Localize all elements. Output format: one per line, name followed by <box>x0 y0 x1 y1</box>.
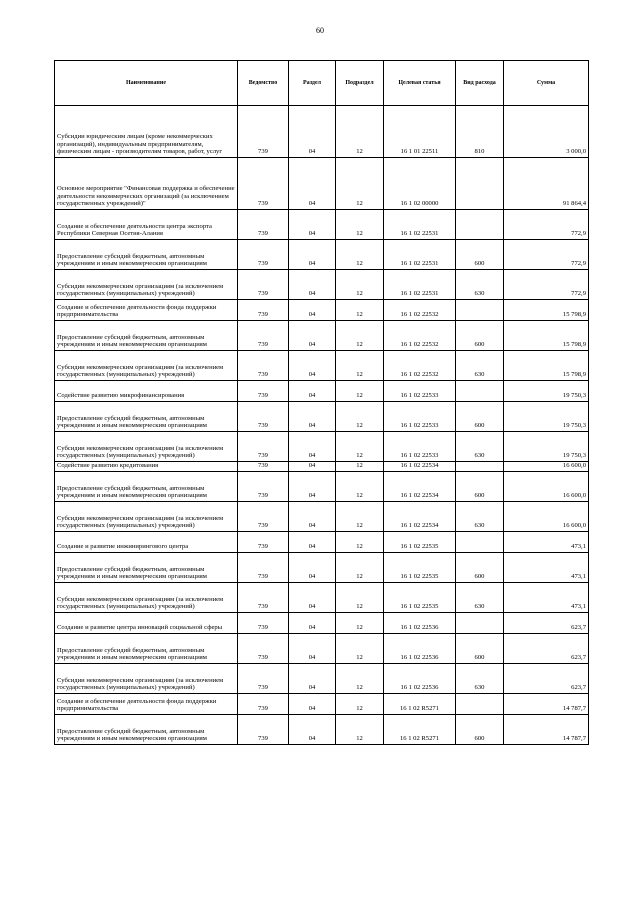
cell-ministry: 739 <box>238 553 289 583</box>
cell-amount: 15 798,9 <box>504 300 589 321</box>
cell-expense-type: 630 <box>456 351 504 381</box>
cell-name: Предоставление субсидий бюджетным, автономным учреждениям и иным некоммерческим организациям <box>55 402 238 432</box>
cell-target-article: 16 1 02 22536 <box>384 634 456 664</box>
header-section: Раздел <box>289 61 336 106</box>
header-ministry: Ведомство <box>238 61 289 106</box>
cell-ministry: 739 <box>238 502 289 532</box>
table-row <box>55 158 589 210</box>
cell-subsection: 12 <box>336 402 384 432</box>
cell-section: 04 <box>289 634 336 664</box>
cell-ministry: 739 <box>238 664 289 694</box>
cell-name: Предоставление субсидий бюджетным, автономным учреждениям и иным некоммерческим организациям <box>55 715 238 745</box>
cell-expense-type: 600 <box>456 402 504 432</box>
cell-expense-type <box>456 462 504 472</box>
cell-section: 04 <box>289 106 336 158</box>
budget-table <box>54 60 589 745</box>
cell-amount: 772,9 <box>504 240 589 270</box>
cell-name: Предоставление субсидий бюджетным, автономным учреждениям и иным некоммерческим организациям <box>55 321 238 351</box>
table-row <box>55 351 589 381</box>
cell-amount: 14 787,7 <box>504 715 589 745</box>
cell-target-article: 16 1 02 22533 <box>384 381 456 402</box>
cell-subsection: 12 <box>336 351 384 381</box>
table-row <box>55 210 589 240</box>
header-subsection: Подраздел <box>336 61 384 106</box>
cell-subsection: 12 <box>336 106 384 158</box>
cell-ministry: 739 <box>238 270 289 300</box>
cell-amount: 15 798,9 <box>504 351 589 381</box>
table-row <box>55 300 589 321</box>
cell-target-article: 16 1 01 22511 <box>384 106 456 158</box>
table-row <box>55 321 589 351</box>
cell-target-article: 16 1 02 22535 <box>384 532 456 553</box>
cell-name: Предоставление субсидий бюджетным, автономным учреждениям и иным некоммерческим организациям <box>55 472 238 502</box>
table-row <box>55 240 589 270</box>
table-row <box>55 664 589 694</box>
cell-amount: 19 750,3 <box>504 432 589 462</box>
cell-target-article: 16 1 02 22532 <box>384 351 456 381</box>
cell-expense-type <box>456 381 504 402</box>
cell-section: 04 <box>289 158 336 210</box>
cell-target-article: 16 1 02 22532 <box>384 321 456 351</box>
cell-target-article: 16 1 02 22535 <box>384 553 456 583</box>
cell-name: Субсидии некоммерческим организациям (за исключением государственных (муниципальных) учреждений) <box>55 502 238 532</box>
cell-name: Создание и развитие инжинирингового центра <box>55 532 238 553</box>
header-expense-type: Вид расхода <box>456 61 504 106</box>
cell-section: 04 <box>289 240 336 270</box>
cell-expense-type: 600 <box>456 553 504 583</box>
cell-target-article: 16 1 02 22531 <box>384 240 456 270</box>
cell-name: Субсидии некоммерческим организациям (за исключением государственных (муниципальных) учреждений) <box>55 432 238 462</box>
table-row <box>55 502 589 532</box>
cell-amount: 473,1 <box>504 583 589 613</box>
cell-amount: 16 600,0 <box>504 462 589 472</box>
table-row <box>55 532 589 553</box>
cell-section: 04 <box>289 583 336 613</box>
cell-ministry: 739 <box>238 351 289 381</box>
cell-ministry: 739 <box>238 158 289 210</box>
cell-ministry: 739 <box>238 321 289 351</box>
cell-subsection: 12 <box>336 158 384 210</box>
cell-name: Содействие развитию кредитования <box>55 462 238 472</box>
cell-name: Субсидии некоммерческим организациям (за исключением государственных (муниципальных) учреждений) <box>55 270 238 300</box>
cell-name: Создание и обеспечение деятельности фонда поддержки предпринимательства <box>55 694 238 715</box>
cell-expense-type: 630 <box>456 502 504 532</box>
cell-section: 04 <box>289 351 336 381</box>
cell-subsection: 12 <box>336 583 384 613</box>
cell-name: Основное мероприятие "Финансовая поддержка и обеспечение деятельности некоммерческих организаций (за исключением государственных учреждений)" <box>55 158 238 210</box>
cell-expense-type: 600 <box>456 240 504 270</box>
header-target-article: Целевая статья <box>384 61 456 106</box>
table-row <box>55 270 589 300</box>
cell-expense-type: 630 <box>456 270 504 300</box>
cell-name: Создание и обеспечение деятельности центра экспорта Республики Северная Осетия-Алания <box>55 210 238 240</box>
table-row <box>55 432 589 462</box>
cell-subsection: 12 <box>336 321 384 351</box>
cell-section: 04 <box>289 462 336 472</box>
cell-expense-type: 630 <box>456 432 504 462</box>
cell-expense-type <box>456 158 504 210</box>
cell-section: 04 <box>289 321 336 351</box>
cell-section: 04 <box>289 402 336 432</box>
cell-section: 04 <box>289 432 336 462</box>
page-number: 60 <box>316 26 324 35</box>
cell-name: Предоставление субсидий бюджетным, автономным учреждениям и иным некоммерческим организациям <box>55 634 238 664</box>
cell-ministry: 739 <box>238 240 289 270</box>
table-row <box>55 106 589 158</box>
cell-section: 04 <box>289 502 336 532</box>
cell-target-article: 16 1 02 00000 <box>384 158 456 210</box>
cell-amount: 16 600,0 <box>504 502 589 532</box>
cell-subsection: 12 <box>336 432 384 462</box>
cell-ministry: 739 <box>238 402 289 432</box>
cell-expense-type: 600 <box>456 715 504 745</box>
cell-ministry: 739 <box>238 694 289 715</box>
cell-expense-type: 630 <box>456 664 504 694</box>
cell-amount: 15 798,9 <box>504 321 589 351</box>
cell-ministry: 739 <box>238 634 289 664</box>
table-header-row <box>55 61 589 106</box>
cell-name: Субсидии некоммерческим организациям (за исключением государственных (муниципальных) учреждений) <box>55 351 238 381</box>
cell-target-article: 16 1 02 R5271 <box>384 715 456 745</box>
cell-section: 04 <box>289 270 336 300</box>
cell-section: 04 <box>289 664 336 694</box>
cell-amount: 623,7 <box>504 634 589 664</box>
cell-target-article: 16 1 02 22531 <box>384 210 456 240</box>
cell-section: 04 <box>289 694 336 715</box>
cell-section: 04 <box>289 472 336 502</box>
cell-target-article: 16 1 02 22532 <box>384 300 456 321</box>
cell-expense-type: 600 <box>456 321 504 351</box>
cell-target-article: 16 1 02 22534 <box>384 472 456 502</box>
cell-amount: 14 787,7 <box>504 694 589 715</box>
cell-target-article: 16 1 02 22536 <box>384 664 456 694</box>
cell-expense-type: 600 <box>456 634 504 664</box>
cell-section: 04 <box>289 715 336 745</box>
cell-subsection: 12 <box>336 694 384 715</box>
cell-amount: 16 600,0 <box>504 472 589 502</box>
cell-expense-type: 810 <box>456 106 504 158</box>
cell-amount: 19 750,3 <box>504 381 589 402</box>
cell-target-article: 16 1 02 22535 <box>384 583 456 613</box>
cell-subsection: 12 <box>336 210 384 240</box>
cell-section: 04 <box>289 613 336 634</box>
cell-ministry: 739 <box>238 462 289 472</box>
cell-target-article: 16 1 02 22531 <box>384 270 456 300</box>
cell-expense-type <box>456 532 504 553</box>
cell-section: 04 <box>289 300 336 321</box>
cell-section: 04 <box>289 532 336 553</box>
cell-target-article: 16 1 02 22534 <box>384 462 456 472</box>
cell-subsection: 12 <box>336 613 384 634</box>
cell-ministry: 739 <box>238 613 289 634</box>
cell-name: Предоставление субсидий бюджетным, автономным учреждениям и иным некоммерческим организациям <box>55 240 238 270</box>
table-row <box>55 613 589 634</box>
cell-subsection: 12 <box>336 634 384 664</box>
cell-subsection: 12 <box>336 462 384 472</box>
cell-target-article: 16 1 02 R5271 <box>384 694 456 715</box>
table-row <box>55 583 589 613</box>
header-name: Наименование <box>55 61 238 106</box>
table-row <box>55 634 589 664</box>
cell-subsection: 12 <box>336 553 384 583</box>
cell-amount: 473,1 <box>504 553 589 583</box>
cell-amount: 772,9 <box>504 210 589 240</box>
cell-name: Содействие развитию микрофинансирования <box>55 381 238 402</box>
cell-subsection: 12 <box>336 300 384 321</box>
cell-amount: 19 750,3 <box>504 402 589 432</box>
cell-subsection: 12 <box>336 502 384 532</box>
cell-name: Субсидии некоммерческим организациям (за исключением государственных (муниципальных) учреждений) <box>55 583 238 613</box>
cell-amount: 772,9 <box>504 270 589 300</box>
cell-ministry: 739 <box>238 532 289 553</box>
table-body <box>55 106 589 745</box>
cell-target-article: 16 1 02 22533 <box>384 432 456 462</box>
cell-name: Создание и развитие центра инноваций социальной сферы <box>55 613 238 634</box>
cell-ministry: 739 <box>238 300 289 321</box>
cell-ministry: 739 <box>238 210 289 240</box>
cell-expense-type <box>456 613 504 634</box>
cell-expense-type <box>456 300 504 321</box>
cell-name: Субсидии юридическим лицам (кроме некоммерческих организаций), индивидуальным предпринимателям, физическим лицам - производителям товаров, работ, услуг <box>55 106 238 158</box>
cell-amount: 3 000,0 <box>504 106 589 158</box>
cell-amount: 91 864,4 <box>504 158 589 210</box>
cell-name: Создание и обеспечение деятельности фонда поддержки предпринимательства <box>55 300 238 321</box>
cell-subsection: 12 <box>336 664 384 694</box>
cell-amount: 623,7 <box>504 613 589 634</box>
cell-ministry: 739 <box>238 381 289 402</box>
cell-subsection: 12 <box>336 240 384 270</box>
cell-subsection: 12 <box>336 532 384 553</box>
cell-expense-type <box>456 210 504 240</box>
table-row <box>55 715 589 745</box>
table-row <box>55 381 589 402</box>
table-row <box>55 462 589 472</box>
header-amount: Сумма <box>504 61 589 106</box>
table-row <box>55 553 589 583</box>
cell-name: Предоставление субсидий бюджетным, автономным учреждениям и иным некоммерческим организациям <box>55 553 238 583</box>
cell-section: 04 <box>289 553 336 583</box>
cell-target-article: 16 1 02 22536 <box>384 613 456 634</box>
cell-name: Субсидии некоммерческим организациям (за исключением государственных (муниципальных) учреждений) <box>55 664 238 694</box>
cell-target-article: 16 1 02 22533 <box>384 402 456 432</box>
cell-section: 04 <box>289 381 336 402</box>
cell-subsection: 12 <box>336 715 384 745</box>
cell-target-article: 16 1 02 22534 <box>384 502 456 532</box>
table-row <box>55 694 589 715</box>
cell-subsection: 12 <box>336 472 384 502</box>
cell-amount: 473,1 <box>504 532 589 553</box>
cell-section: 04 <box>289 210 336 240</box>
cell-expense-type: 600 <box>456 472 504 502</box>
cell-expense-type <box>456 694 504 715</box>
cell-amount: 623,7 <box>504 664 589 694</box>
cell-ministry: 739 <box>238 106 289 158</box>
cell-ministry: 739 <box>238 472 289 502</box>
cell-ministry: 739 <box>238 715 289 745</box>
cell-subsection: 12 <box>336 270 384 300</box>
table-row <box>55 472 589 502</box>
cell-ministry: 739 <box>238 583 289 613</box>
cell-ministry: 739 <box>238 432 289 462</box>
cell-expense-type: 630 <box>456 583 504 613</box>
table-row <box>55 402 589 432</box>
cell-subsection: 12 <box>336 381 384 402</box>
